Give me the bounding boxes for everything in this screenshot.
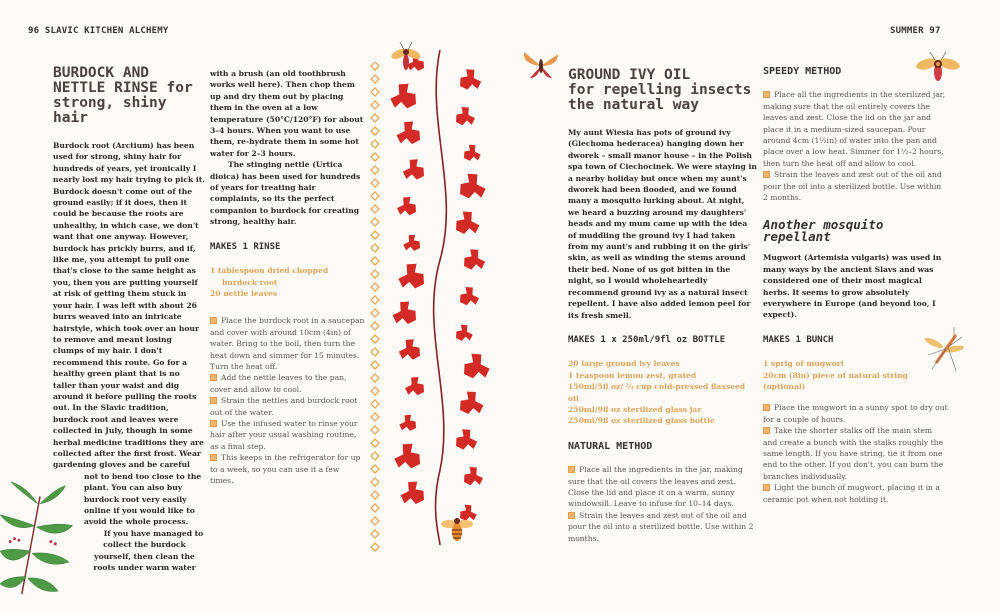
method-step xyxy=(568,464,758,510)
step-text: Place the burdock root in a saucepan and cover with around 10cm (4in) of water. Bring to the boil, then turn the heat down and simmer for 15 minutes. Turn the heat off. xyxy=(210,316,365,371)
step-text: Strain the leaves and zest out of the oil and pour the oil into a sterilized bottle. Use within 2 months. xyxy=(763,170,942,203)
border-diamond xyxy=(371,309,379,317)
running-head-left: 96 SLAVIC KITCHEN ALCHEMY xyxy=(28,26,169,36)
border-diamond xyxy=(371,322,379,330)
border-diamond xyxy=(371,543,379,551)
bullet-icon xyxy=(210,420,217,427)
nettle-illustration xyxy=(0,482,80,594)
intro-paragraph: with a brush (an old toothbrush works well here). Then chop them up and dry them out by placing them in the oven at a low temperature (50°C/120°F) for about 3–4 hours. When you want to use them, re-hydrate them in some hot water for 2–3 hours. xyxy=(210,69,364,158)
bullet-icon xyxy=(763,404,770,411)
ivy-leaf xyxy=(401,232,424,256)
ivy-leaf xyxy=(459,464,485,491)
ingredient-list xyxy=(568,358,758,426)
intro-paragraph: If you have managed to collect the burdock yourself, then clean the roots under warm water xyxy=(93,528,204,573)
ingredient: 20 large ground ivy leaves xyxy=(568,359,680,369)
step-text: Take the shorter stalks off the main stem and create a bunch with the stalks roughly the same length. If you have string, tie it from one end to the other. If you don't, you can burn the branches individually. xyxy=(763,426,944,481)
border-diamond xyxy=(371,153,379,161)
border-diamond xyxy=(371,426,379,434)
ivy-leaf xyxy=(390,298,422,331)
ingredient: 1 teaspoon lemon zest, grated xyxy=(568,370,697,380)
border-diamond xyxy=(371,244,379,252)
border-diamond xyxy=(371,465,379,473)
method-step xyxy=(763,425,948,482)
method-step xyxy=(210,395,365,418)
ivy-leaf xyxy=(397,412,420,436)
step-text: Strain the nettles and burdock root out of the water. xyxy=(210,396,358,417)
ivy-leaf xyxy=(453,170,488,206)
title-line: NETTLE RINSE for xyxy=(53,80,193,96)
bullet-icon xyxy=(210,397,217,404)
mosquito-heading: Another mosquito repellant xyxy=(763,217,884,244)
ivy-leaf xyxy=(396,260,431,296)
border-diamond xyxy=(371,88,379,96)
bullet-icon xyxy=(568,512,575,519)
running-head-right: SUMMER 97 xyxy=(890,26,941,36)
step-text: Strain the leaves and zest out of the oil and pour the oil into a sterilized bottle. Use within 2 months. xyxy=(568,510,754,543)
bullet-icon xyxy=(568,466,575,473)
mosquito-icon xyxy=(918,325,968,375)
border-diamond xyxy=(371,348,379,356)
bullet-icon xyxy=(210,374,217,381)
method-step xyxy=(763,169,948,203)
border-diamond xyxy=(371,205,379,213)
step-text: Place all the ingredients in the jar, making sure that the oil covers the leaves and zest. Close the lid and place it on a warm, sunny windowsill. Leave to infuse for 10–14 days. xyxy=(568,465,743,509)
intro-paragraph: The stinging nettle (Urtica dioica) has been used for hundreds of years for treating hair complaints, so its the perfect companion to burdock for creating strong, healthy hair. xyxy=(210,160,361,227)
method-step xyxy=(568,510,758,544)
ingredient: 1 sprig of mugwort xyxy=(763,359,845,369)
ingredient: 250ml/9fl oz sterilized glass jar xyxy=(568,404,702,414)
border-diamond xyxy=(371,452,379,460)
step-text: This keeps in the refrigerator for up to a week, so you can use it a few times. xyxy=(210,453,361,485)
ivy-leaf xyxy=(398,478,430,511)
border-diamond xyxy=(371,114,379,122)
ingredient: 1 tablespoon dried chopped xyxy=(210,266,329,276)
ingredient: 250ml/9fl oz sterilized glass bottle xyxy=(568,416,715,426)
border-diamond xyxy=(371,75,379,83)
border-diamond xyxy=(371,270,379,278)
ivy-leaf xyxy=(397,336,426,366)
border-diamond xyxy=(371,439,379,447)
title-line: for repelling insects xyxy=(568,82,752,98)
bullet-icon xyxy=(210,454,217,461)
title-line: the natural way xyxy=(568,97,699,113)
border-diamond xyxy=(371,218,379,226)
border-diamond xyxy=(371,166,379,174)
recipe-title xyxy=(568,68,758,113)
ivy-leaf xyxy=(458,246,487,276)
bullet-icon xyxy=(210,317,217,324)
border-diamond xyxy=(371,361,379,369)
speedy-method-heading: SPEEDY METHOD xyxy=(763,66,842,77)
method-step xyxy=(210,418,365,452)
bullet-icon xyxy=(763,484,770,491)
diamond-border xyxy=(366,62,384,552)
bullet-icon xyxy=(763,171,770,178)
ingredient: 20 nettle leaves xyxy=(210,288,278,298)
method-step xyxy=(763,89,948,169)
border-diamond xyxy=(371,530,379,538)
vine-stem xyxy=(434,50,447,545)
ivy-leaf xyxy=(454,388,486,421)
intro-paragraph: Burdock root (Arctium) has been used for strong, shiny hair for hundreds of years, yet ironically I nearly lost my hair trying to pick it. Burdock doesn't come out of the ground easily; if it does, then it could be because the roots are unhealthy, in which case, we don't want that one anyway. However, burdock has prickly burrs, and if, like me, you attempt to pull one that's close to the same height as you, then you are putting yourself at risk of getting them stuck in your hair. I was left with about 26 burrs weaved into an intricate hairstyle, which took over an hour to remove and meant losing clumps of my hair. I don't recommend this route. Go for a healthy green plant that is no taller than your waist and dig around it before pulling the roots out. In the Slavic tradition, burdock root and leaves were collected in July, though in some herbal medicine traditions they are collected after the first frost. Wear gardening gloves and be careful not to bend too close to the plant. You can also buy burdock root very easily online if you would like to avoid the whole process. xyxy=(53,141,205,527)
step-text: Place all the ingredients in the sterilized jar, making sure that the oil entirely covers the leaves and zest. Close the lid on the jar and place it in a medium-sized saucepan. Pour around 4cm (1½in) of water into the pan and place over a low heat. Simmer for 1½–2 hours, then turn the heat off and allow to cool. xyxy=(763,90,946,168)
ivy-leaf xyxy=(450,426,479,456)
ivy-leaf xyxy=(452,322,475,346)
method-step xyxy=(210,372,365,395)
step-text: Light the bunch of mugwort, placing it in a ceramic pot when not holding it. xyxy=(763,483,940,504)
border-diamond xyxy=(371,504,379,512)
method-step xyxy=(210,315,365,372)
step-text: Place the mugwort in a sunny spot to dry out for a couple of hours. xyxy=(763,403,948,424)
border-diamond xyxy=(371,192,379,200)
makes-heading: MAKES 1 x 250ml/9fl oz BOTTLE xyxy=(568,334,726,345)
bullet-icon xyxy=(763,427,770,434)
ivy-leaf xyxy=(455,284,481,311)
step-text: Use the infused water to rinse your hair after your usual washing routine, as a final step. xyxy=(210,418,358,451)
makes-heading: MAKES 1 RINSE xyxy=(210,241,281,252)
ivy-leaf xyxy=(460,142,483,166)
method-step xyxy=(763,402,948,425)
title-line: BURDOCK AND xyxy=(53,65,150,81)
border-diamond xyxy=(371,62,379,70)
ingredient-list xyxy=(210,265,365,299)
ivy-leaf xyxy=(451,104,477,131)
border-diamond xyxy=(371,231,379,239)
ground-ivy-column-2 xyxy=(763,60,948,505)
bullet-icon xyxy=(763,91,770,98)
title-line: GROUND IVY OIL xyxy=(568,67,691,83)
method-step xyxy=(210,452,365,486)
border-diamond xyxy=(371,413,379,421)
ivy-leaf xyxy=(454,66,483,96)
wasp-icon xyxy=(390,40,422,76)
recipe-title xyxy=(53,66,205,126)
border-diamond xyxy=(371,127,379,135)
ivy-leaf xyxy=(394,118,426,151)
burdock-column-2 xyxy=(210,68,365,486)
ingredient: 20cm (8in) piece of natural string (optional) xyxy=(763,370,908,391)
border-diamond xyxy=(371,491,379,499)
ingredient: burdock root xyxy=(222,277,278,287)
title-line: strong, shiny hair xyxy=(53,95,167,126)
border-diamond xyxy=(371,257,379,265)
border-diamond xyxy=(371,101,379,109)
ground-ivy-column-1 xyxy=(568,68,758,544)
border-diamond xyxy=(371,374,379,382)
border-diamond xyxy=(371,140,379,148)
step-text: Add the nettle leaves to the pan, cover and allow to cool. xyxy=(210,373,347,394)
ivy-leaf xyxy=(388,80,423,116)
ivy-leaf xyxy=(401,156,430,186)
border-diamond xyxy=(371,517,379,525)
ivy-leaf xyxy=(457,350,492,386)
method-step xyxy=(763,482,948,505)
border-diamond xyxy=(371,296,379,304)
ivy-leaf xyxy=(392,440,427,476)
makes-heading: MAKES 1 BUNCH xyxy=(763,334,834,345)
border-diamond xyxy=(371,179,379,187)
ivy-leaf xyxy=(395,194,421,221)
wasp-icon xyxy=(915,50,961,86)
border-diamond xyxy=(371,400,379,408)
border-diamond xyxy=(371,387,379,395)
border-diamond xyxy=(371,335,379,343)
border-diamond xyxy=(371,283,379,291)
ivy-leaf xyxy=(450,208,482,241)
intro-paragraph: My aunt Wiesia has pots of ground ivy (Glechoma hederacea) hanging down her dworek – small manor house – in the Polish spa town of Ciechocinek. We were staying in a nearby holiday but once when my aunt's dworek had been flooded, and we found many a mosquito lurking about. At night, we heard a buzzing around my daughters' heads and my mum came up with the idea of muddling the ground ivy I had taken from my aunt's and rubbing it on the girls' skin, as well as winding the stems around their bed. None of us got bitten in the night, so I would wholeheartedly recommend ground ivy as a natural insect repellent. I have also added lemon peel for its fresh smell. xyxy=(568,128,757,320)
ingredient: 150ml/5fl oz/ ⅔ cup cold-pressed flaxseed oil xyxy=(568,382,746,403)
moth-icon xyxy=(522,50,560,82)
ivy-leaf xyxy=(403,374,429,401)
intro-paragraph: Mugwort (Artemisia vulgaris) was used in many ways by the ancient Slavs and was considered one of their most magical herbs. It seems to grow absolutely everywhere in Europe (and beyond too, I expect). xyxy=(763,253,942,320)
ivy-vine-illustration xyxy=(385,40,495,550)
natural-method-heading: NATURAL METHOD xyxy=(568,440,653,452)
bee-icon xyxy=(440,512,474,546)
border-diamond xyxy=(371,478,379,486)
